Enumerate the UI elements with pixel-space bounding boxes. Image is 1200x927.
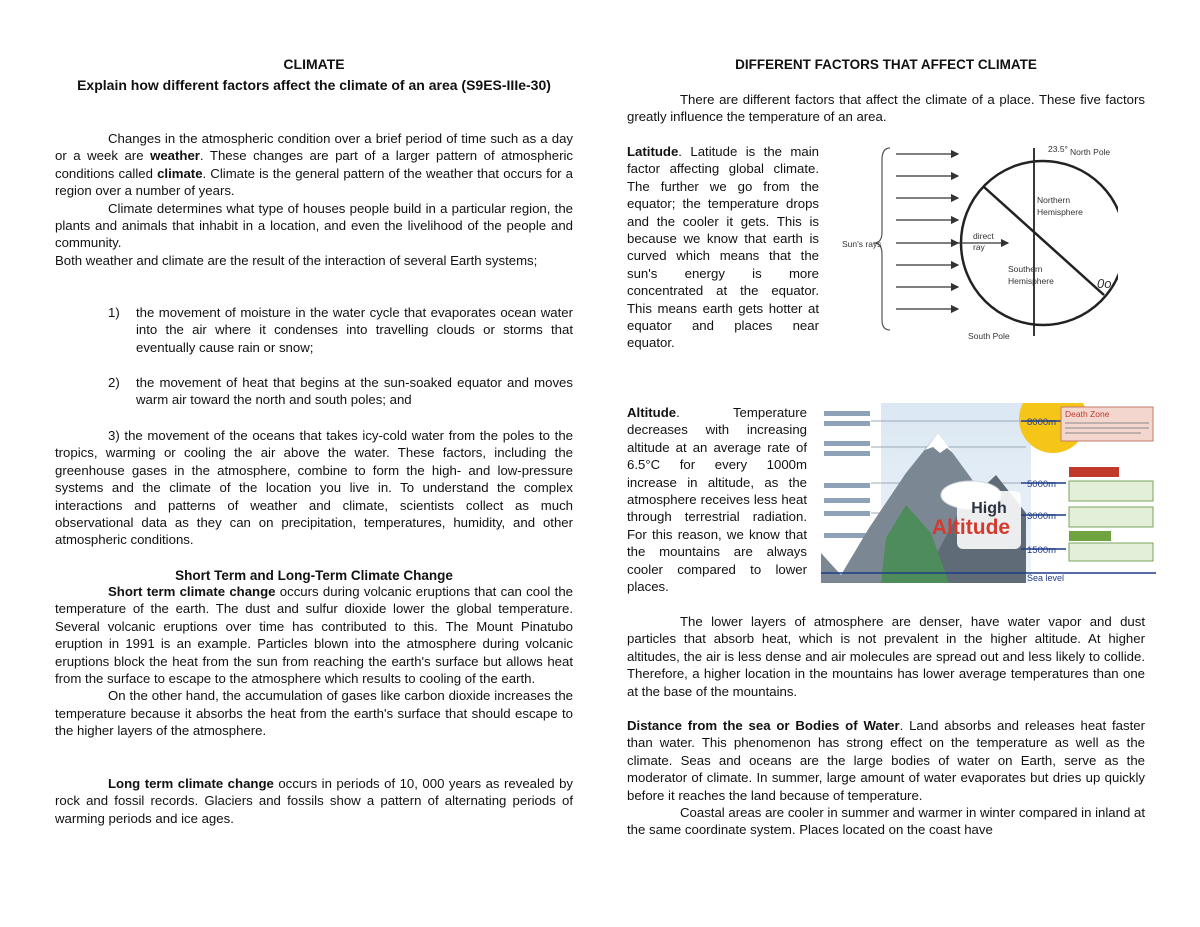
lower-layers-section [627,613,1145,700]
climate-determines-paragraph: Climate determines what type of houses people build in a particular region, the plants and animals that inhabit in a location, and even the livelihood of the people and community. [55,200,573,251]
list-item: 2) the movement of heat that begins at the sun-soaked equator and moves warm air toward the north and south poles; and [108,375,573,408]
long-term-section [55,775,573,827]
high-altitude-note [1069,543,1153,561]
page-title: CLIMATE [283,56,345,72]
sea-level-label: Sea level [1027,573,1065,583]
extreme-altitude-note [1069,481,1153,501]
high-label: High [971,500,1007,517]
high-altitude-tag [1069,531,1111,541]
warning-tag [1069,467,1119,477]
north-pole-label: North Pole [1070,147,1111,157]
latitude-diagram [838,140,1118,345]
southern-hemisphere-label: Southern [1008,264,1043,274]
altitude-diagram [821,403,1156,583]
altitude-5000-label: 5000m [1027,479,1057,490]
altitude-8000-label: 8000m [1027,417,1057,428]
long-term-paragraph: Long term climate change occurs in periods of 10, 000 years as revealed by rock and fossil records. Glaciers and fossils show a pattern of alternating periods of warming periods and ice ages. [55,776,573,826]
tilt-angle-label: 23.5° [1048,144,1068,154]
intro-section [627,91,1145,126]
equator-degree-label: 0o [1097,276,1112,291]
section-title: DIFFERENT FACTORS THAT AFFECT CLIMATE [735,57,1037,72]
svg-text:Hemisphere: Hemisphere [1037,207,1083,217]
factors-intro-paragraph: There are different factors that affect the climate of a place. These five factors greatly influence the temperature of an area. [627,92,1145,125]
altitude-section [627,404,807,595]
svg-text:Hemisphere: Hemisphere [1008,276,1054,286]
altitude-1500-label: 1500m [1027,545,1057,556]
ocean-movement-section [55,427,573,549]
altitude-label: Altitude [931,516,1011,539]
earth-systems-paragraph: Both weather and climate are the result of the interaction of several Earth systems; [55,252,538,268]
sun-rays [896,154,958,309]
intro-section [55,130,573,269]
carbon-dioxide-paragraph: On the other hand, the accumulation of gases like carbon dioxide increases the temperature because it absorbs the heat from the earth's surface that should escape to the higher layers of the atmosphere. [55,688,573,739]
coastal-paragraph: Coastal areas are cooler in summer and warmer in winter compared in inland at the same coordinate system. Places located on the coast have [627,805,1145,838]
ocean-movement-paragraph: 3) the movement of the oceans that takes icy-cold water from the poles to the tropics, warming or cooling the air above the water. These factors, including the greenhouse gases in the atmosphere, combine to form the high- and low-pressure systems and the climate of the location you live in. To understand the complex interactions and patterns of weather and climate, scientists collect as much observational data as they can on precipitation, temperatures, humidity, and other atmospheric conditions. [55,428,573,548]
weather-climate-paragraph: Changes in the atmospheric condition over a brief period of time such as a day or a week are weather. These changes are part of a larger pattern of atmospheric conditions called climate. Climate is the general pattern of the weather that occurs for a region over a number of years. [55,131,574,199]
northern-hemisphere-label: Northern [1037,195,1071,205]
section-heading: Short Term and Long-Term Climate Change [175,568,453,583]
short-term-paragraph: Short term climate change occurs during volcanic eruptions that can cool the temperature of the earth. The dust and sulfur dioxide lower the global temperature. Several volcanic eruptions over time has contributed to this. The Mount Pinatubo eruption in 1991 is an example. Particles blown into the atmosphere during volcanic eruptions block the heat from the sun from reaching the earth's surface but allows heat from the surface to escape to the atmosphere which results to cooling of the earth. [55,584,573,687]
altitude-paragraph: Altitude. Temperature decreases with increasing altitude at an average rate of 6.5°C for every 1000m increase in altitude, as the atmosphere receives less heat through terrestrial radiation. For this reason, we know that the mountains are always cooler compared to lower places. [627,405,807,595]
lower-layers-paragraph: The lower layers of atmosphere are denser, have water vapor and dust particles that absorb heat, which is not prevalent in the higher altitude. At higher altitudes, the air is less dense and air molecules are spread out and less likely to collide. Therefore, a higher location in the mountains has lower average temperatures than one at the base of the mountains. [627,614,1145,699]
page-subtitle: Explain how different factors affect the climate of an area (S9ES-IIIe-30) [77,77,551,93]
very-high-altitude-note [1069,507,1153,527]
distance-section [627,717,1145,839]
latitude-paragraph: Latitude. Latitude is the main factor affecting global climate. The further we go from the equator; the temperature drops and the cooler it gets. This is because we know that earth is curved which means that the sun's energy is more concentrated at the equator. This means earth gets hotter at equator and places near equator. [627,144,819,351]
climate-change-section [55,583,573,740]
suns-rays-label: Sun's rays [842,239,882,249]
latitude-section [627,143,819,352]
svg-text:ray: ray [973,242,985,252]
south-pole-label: South Pole [968,331,1010,341]
altitude-3000-label: 3000m [1027,511,1057,522]
list-item: 1) the movement of moisture in the water cycle that evaporates ocean water into the air where it condenses into travelling clouds or storms that eventually cause rain or snow; [108,305,573,355]
distance-paragraph: Distance from the sea or Bodies of Water. Land absorbs and releases heat faster than water. This phenomenon has strong effect on the temperature as well as the climate. Seas and oceans are the large bodies of water on Earth, serve as the moderator of climate. In summer, large amount of water evaporates but dries up quickly before it reaches the land because of temperature. [627,718,1145,803]
direct-ray-label: direct [973,231,994,241]
death-zone-label: Death Zone [1065,409,1110,419]
